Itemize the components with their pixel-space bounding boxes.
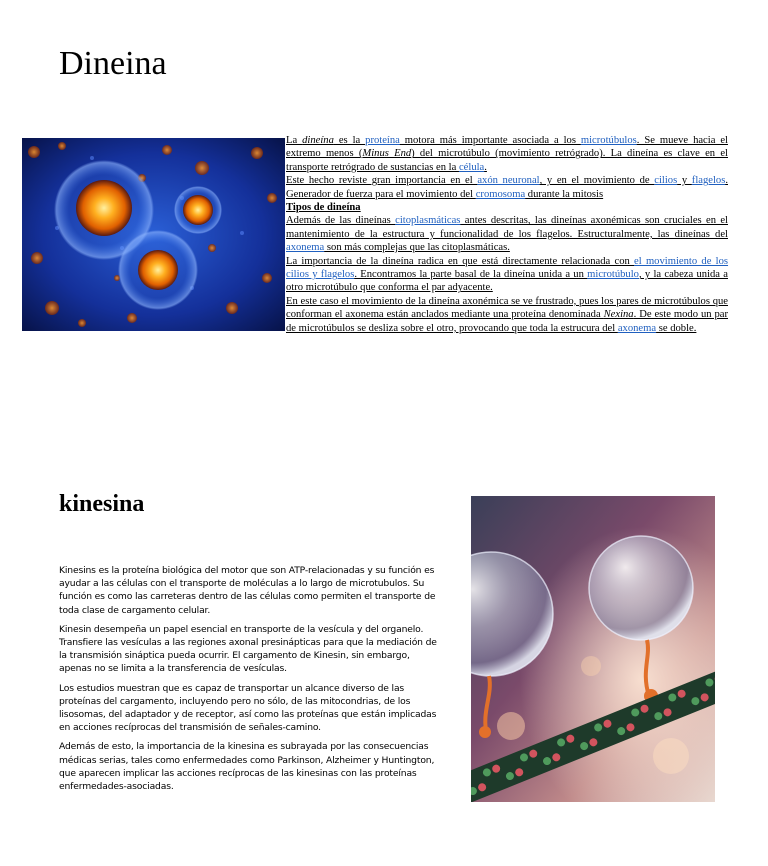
- link-proteina[interactable]: proteína: [365, 135, 400, 146]
- text: motora más importante asociada a los: [399, 135, 581, 146]
- dineina-article: [286, 134, 728, 335]
- text: . De este modo un par de microtúbulos se desliza sobre el otro, provocando que toda la estrucura del: [286, 309, 728, 334]
- kinesin-image-graphic: [471, 496, 715, 802]
- section-heading: [286, 201, 728, 214]
- paragraph: Los estudios muestran que es capaz de transportar un alcance diverso de las proteínas del cargamento, incluyendo pero no sólo, de las mitocondrias, de los lisosomas, del adaptador y de receptor, así como las proteínas que están implicadas en acciones recíprocas del transmisión de señales-camino.: [59, 682, 437, 734]
- paragraph: Además de esto, la importancia de la kinesina es subrayada por las consecuencias médicas serias, tales como enfermedades como Parkinson, Alzheimer y Huntington, que aparecen implicar las acciones recíprocas de las kinesinas con las proteínas enfermedades-asociadas.: [59, 741, 435, 793]
- kinesina-article: [59, 564, 439, 799]
- link-axonema[interactable]: axonema: [617, 322, 657, 334]
- italic-text: Minus End: [362, 148, 412, 160]
- section-title: kinesina: [59, 491, 145, 517]
- text: En este caso el movimiento de la dineína axonémica se ve frustrado, pues los pares de microtúbulos que conforman el axonema están anclados mediante una proteína denominada: [286, 295, 728, 321]
- paragraph: [286, 214, 728, 254]
- link-microtubulos[interactable]: microtúbulos: [580, 135, 637, 146]
- text: La importancia de la dineína radica en que está directamente relacionada con: [286, 255, 635, 267]
- heading-text: Tipos de dineína: [286, 202, 361, 214]
- link-celula[interactable]: célula: [458, 161, 485, 173]
- link-axonema[interactable]: axonema: [286, 242, 325, 254]
- cells-image-graphic: [22, 138, 285, 331]
- text: . Generador de fuerza para el movimiento del: [286, 175, 728, 200]
- text: .: [484, 161, 487, 173]
- text: se doble.: [656, 322, 697, 334]
- text: y: [677, 175, 692, 187]
- link-axon-neuronal[interactable]: axón neuronal: [477, 175, 540, 187]
- text: , y en el movimiento de: [539, 175, 655, 187]
- cells-image: [22, 138, 285, 331]
- text: Este hecho reviste gran importancia en el: [286, 175, 478, 187]
- text: Además de las dineínas: [286, 215, 396, 227]
- paragraph: Kinesins es la proteína biológica del motor que son ATP-relacionadas y su función es ayudar a las células con el transporte de moléculas a lo largo de microtubulos. Su función es como las carreteras dentro de las células como permiten el transporte de toda clase de cargamento celular.: [59, 565, 436, 616]
- text: La: [286, 135, 303, 146]
- text: durante la mitosis: [525, 188, 604, 200]
- text: es la: [333, 135, 366, 146]
- page-title: Dineina: [59, 45, 167, 82]
- link-movimiento-cilios-flagelos[interactable]: el movimiento de los cilios y flagelos: [286, 255, 729, 281]
- text: ) del microtúbulo (movimiento retrógrado). La dineína es clave en el transporte retrógrado de sustancias en la: [286, 148, 728, 173]
- paragraph: [286, 134, 728, 174]
- paragraph: [286, 255, 728, 295]
- text: . Se mueve hacia el extremo menos (: [286, 135, 728, 160]
- text: son más complejas que las citoplasmáticas.: [324, 242, 510, 254]
- link-citoplasmaticas[interactable]: citoplasmáticas: [395, 215, 461, 227]
- link-cilios[interactable]: cilios: [654, 175, 678, 187]
- link-microtubulo[interactable]: microtúbulo: [587, 269, 639, 281]
- kinesin-image: [471, 496, 715, 802]
- paragraph: [286, 295, 728, 335]
- italic-text: dineína: [302, 135, 334, 146]
- italic-text: Nexina: [603, 309, 634, 321]
- link-cromosoma[interactable]: cromosoma: [475, 188, 526, 200]
- paragraph: [286, 174, 728, 201]
- text: , y la cabeza unida a otro microtúbulo que conforma el par adyacente.: [286, 269, 728, 294]
- paragraph: Kinesin desempeña un papel esencial en transporte de la vesícula y del organelo. Transfiere las vesículas a las regiones axonal presinápticas para que la mediación de la transmisión sináptica pueda ocurrir. El cargamento de Kinesin, sin embargo, apenas no se limita a la transferencia de vesículas.: [59, 623, 437, 675]
- text: . Encontramos la parte basal de la dineína unida a un: [354, 269, 588, 281]
- text: antes descritas, las dineínas axonémicas son cruciales en el mantenimiento de la estructura y funcionalidad de los flagelos. Estructuralmente, las dineínas del: [286, 215, 728, 240]
- link-flagelos[interactable]: flagelos: [691, 175, 726, 187]
